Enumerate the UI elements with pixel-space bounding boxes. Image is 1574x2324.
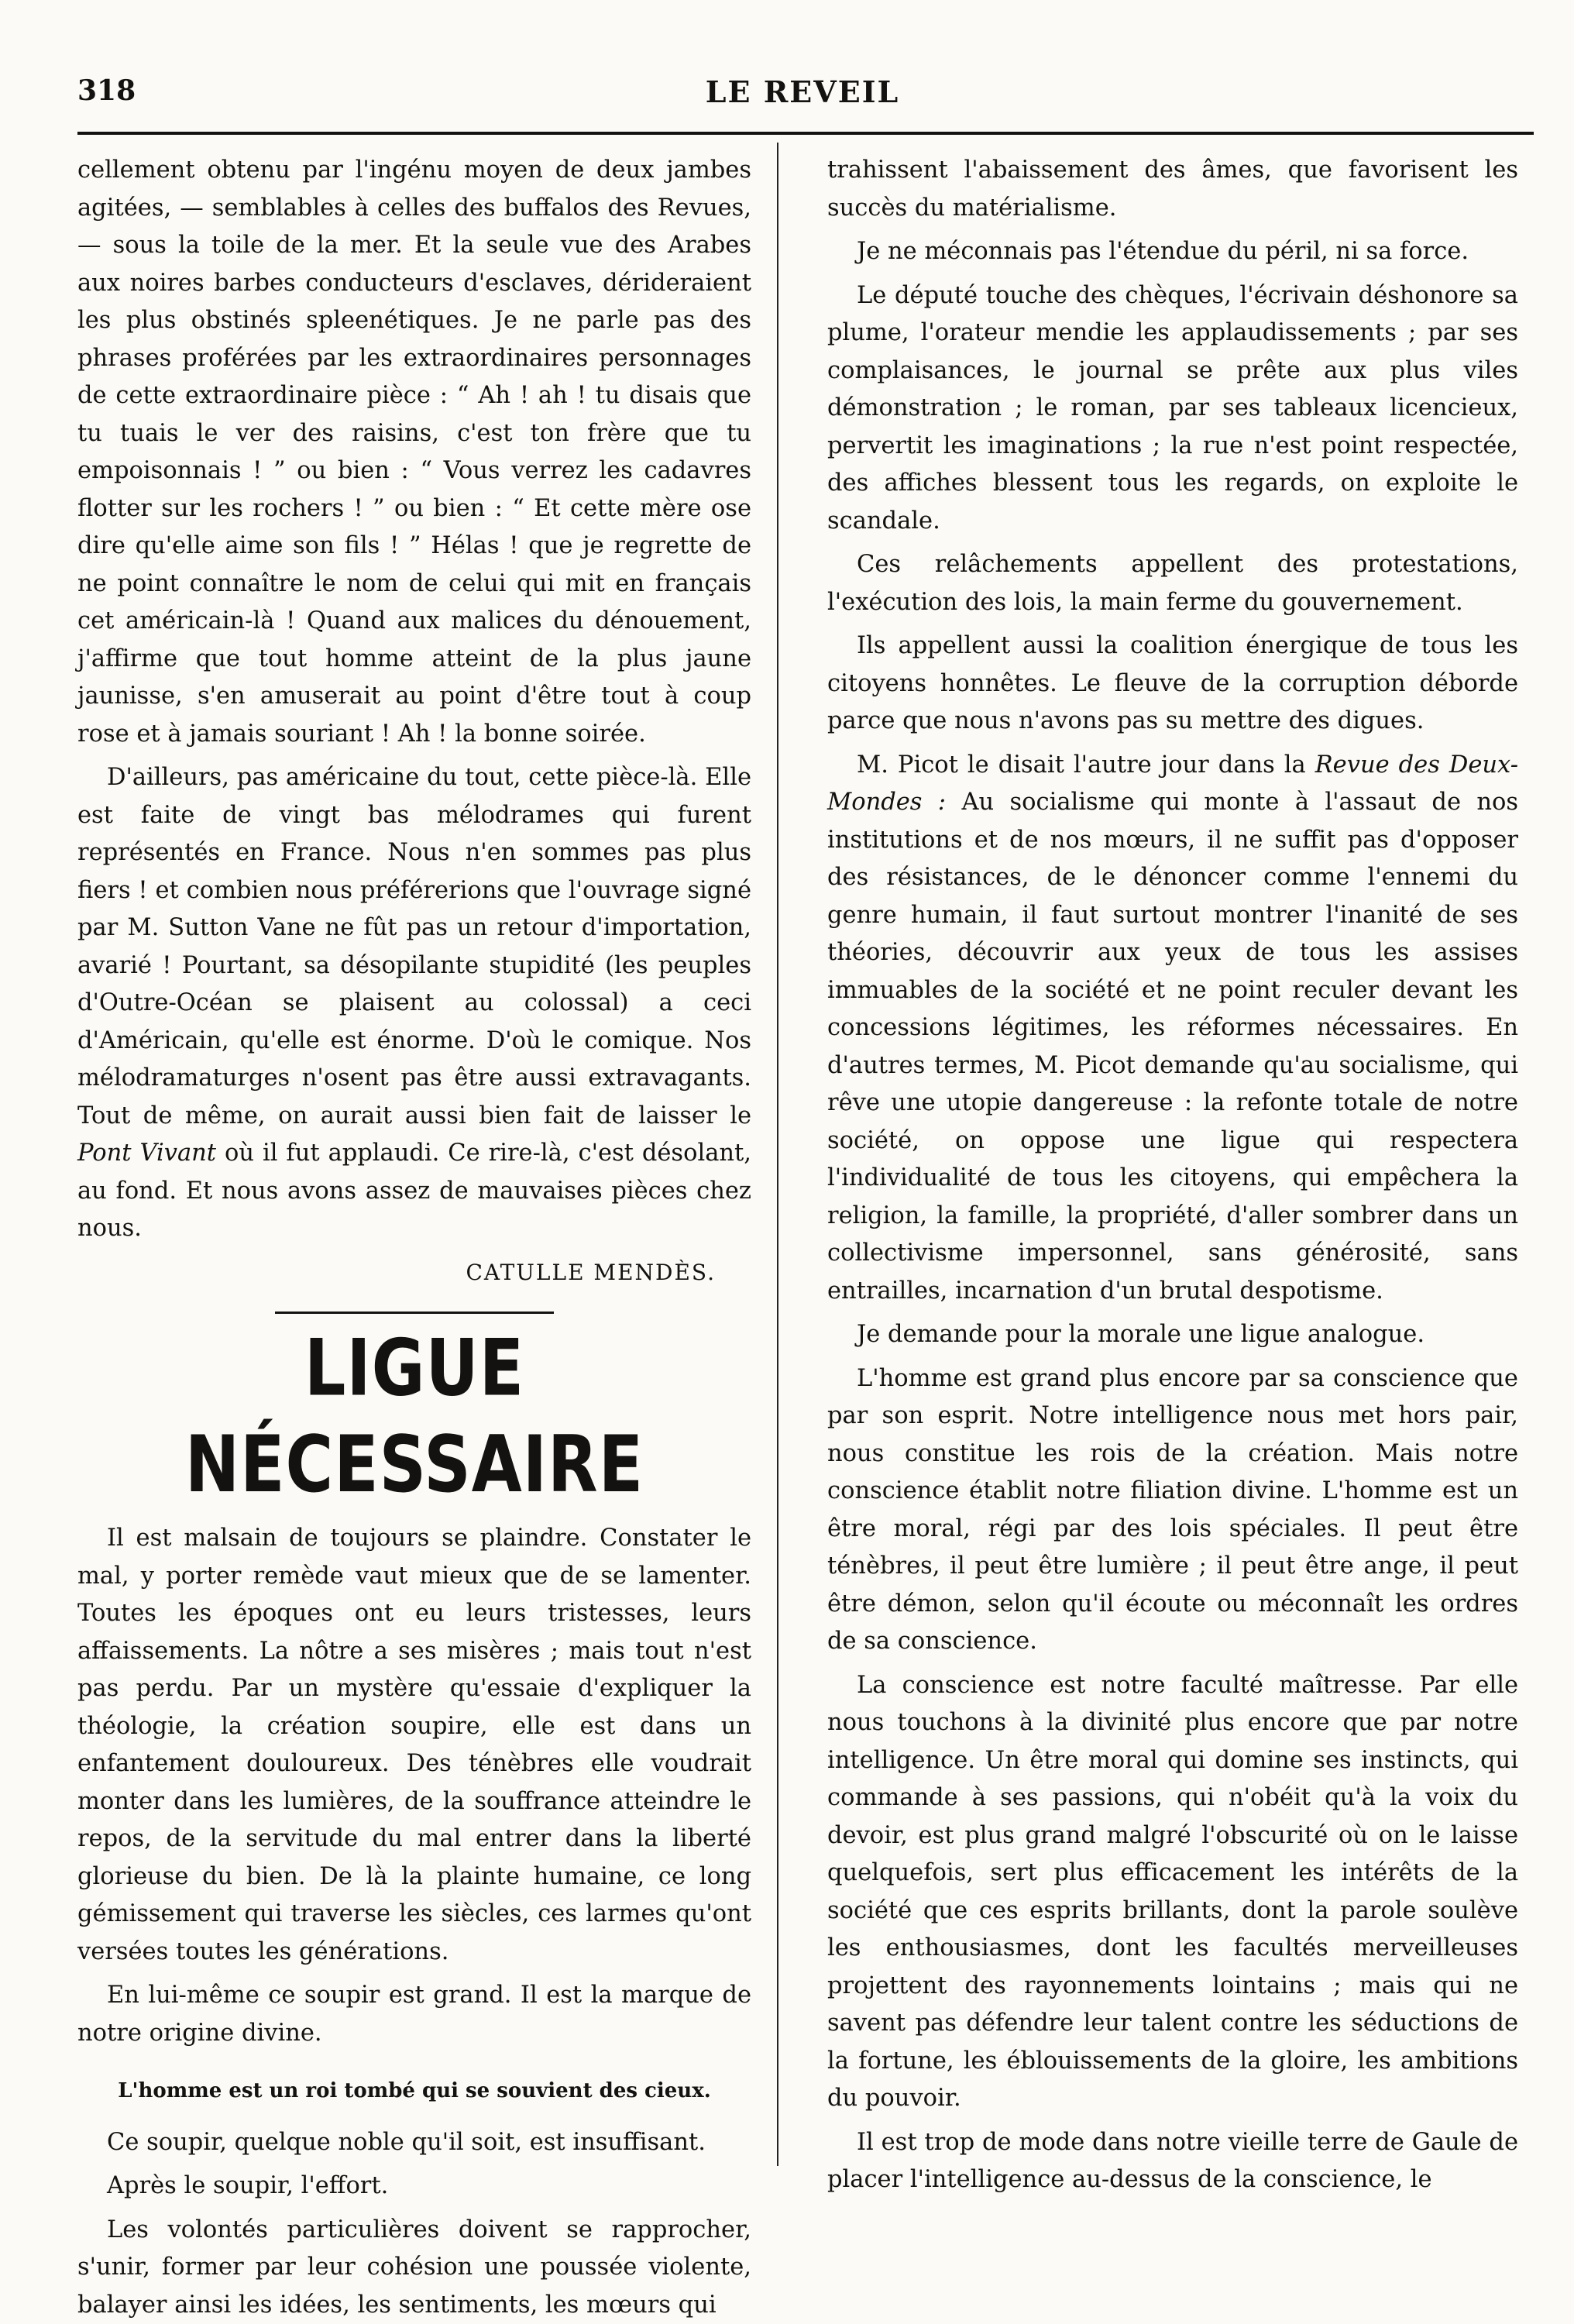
paragraph: Je demande pour la morale une ligue analogue. <box>827 1316 1518 1354</box>
paragraph: cellement obtenu par l'ingénu moyen de deux jambes agitées, — semblables à celles des buffalos des Revues, — sous la toile de la mer. Et la seule vue des Arabes aux noires barbes conducteurs d'esclaves, dérideraient les plus obstinés spleenétiques. Je ne parle pas des phrases proférées par les extraordinaires personnages de cette extraordinaire pièce : “ Ah ! ah ! tu disais que tu tuais le ver des raisins, c'est ton frère que tu empoisonnais ! ” ou bien : “ Vous verrez les cadavres flotter sur les rochers ! ” ou bien : “ Et cette mère ose dire qu'elle aime son fils ! ” Hélas ! que je regrette de ne point connaître le nom de celui qui mit en français cet américain-là ! Quand aux malices du dénouement, j'affirme que tout homme atteint de la plus jaune jaunisse, s'en amuserait au point d'être tout à coup rose et à jamais souriant ! Ah ! la bonne soirée. <box>77 152 751 753</box>
paragraph: Il est malsain de toujours se plaindre. Constater le mal, y porter remède vaut mieux que de se lamenter. Toutes les époques ont eu leurs tristesses, leurs affaissements. La nôtre a ses misères ; mais tout n'est pas perdu. Par un mystère qu'essaie d'expliquer la théologie, la création soupire, elle est dans un enfantement douloureux. Des ténèbres elle voudrait monter dans les lumières, de la souffrance atteindre le repos, de la servitude du mal entrer dans la liberté glorieuse du bien. De là la plainte humaine, ce long gémissement qui traverse les siècles, ces larmes qu'ont versées toutes les générations. <box>77 1520 751 1971</box>
left-column <box>77 152 751 2166</box>
paragraph: En lui-même ce soupir est grand. Il est la marque de notre origine divine. <box>77 1977 751 2052</box>
author-signature: CATULLE MENDÈS. <box>77 1254 716 1292</box>
right-column <box>827 152 1518 2166</box>
paragraph: Je ne méconnais pas l'étendue du péril, ni sa force. <box>827 233 1518 271</box>
page-header <box>77 74 1528 121</box>
article-title: LIGUE NÉCESSAIRE <box>77 1319 751 1513</box>
header-rule <box>77 132 1534 135</box>
text: Au socialisme qui monte à l'assaut de nos institutions et de nos mœurs, il ne suffit pas d'opposer des résistances, de le dénoncer comme l'ennemi du genre humain, il faut surtout montrer l'inanité de ses théories, découvrir aux yeux de tous les assises immuables de la société et ne point reculer devant les concessions légitimes, les réformes nécessaires. En d'autres termes, M. Picot demande qu'au socialisme, qui rêve une utopie dangereuse : la refonte totale de notre société, on oppose une ligue qui respectera l'individualité de tous les citoyens, qui empêchera la religion, la famille, la propriété, d'aller sombrer dans un collectivisme impersonnel, sans générosité, sans entrailles, incarnation d'un brutal despotisme. <box>827 789 1518 1305</box>
text: M. Picot le disait l'autre jour dans la <box>857 751 1306 779</box>
running-title: LE REVEIL <box>77 74 1528 109</box>
paragraph: trahissent l'abaissement des âmes, que favorisent les succès du matérialisme. <box>827 152 1518 227</box>
quotation: L'homme est un roi tombé qui se souvient des cieux. <box>77 2072 751 2110</box>
page-number: 318 <box>77 74 136 107</box>
italic-title: Pont Vivant <box>77 1140 216 1167</box>
paragraph: L'homme est grand plus encore par sa conscience que par son esprit. Notre intelligence nous met hors pair, nous constitue les rois de la création. Mais notre conscience établit notre filiation divine. L'homme est un être moral, régi par des lois spéciales. Il peut être ténèbres, il peut être lumière ; il peut être ange, il peut être démon, selon qu'il écoute ou méconnaît les ordres de sa conscience. <box>827 1360 1518 1661</box>
paragraph: Ils appellent aussi la coalition énergique de tous les citoyens honnêtes. Le fleuve de la corruption déborde parce que nous n'avons pas su mettre des digues. <box>827 627 1518 741</box>
text: où il fut applaudi. Ce rire-là, c'est désolant, au fond. Et nous avons assez de mauvaises pièces chez nous. <box>77 1140 751 1242</box>
paragraph: Les volontés particulières doivent se rapprocher, s'unir, former par leur cohésion une poussée violente, balayer ainsi les idées, les sentiments, les mœurs qui <box>77 2212 751 2324</box>
paragraph: Ce soupir, quelque noble qu'il soit, est insuffisant. <box>77 2124 751 2162</box>
paragraph <box>827 747 1518 1311</box>
paragraph: Il est trop de mode dans notre vieille terre de Gaule de placer l'intelligence au-dessus de la conscience, le <box>827 2124 1518 2199</box>
text: D'ailleurs, pas américaine du tout, cette pièce-là. Elle est faite de vingt bas mélodrames qui furent représentés en France. Nous n'en sommes pas plus fiers ! et combien nous préférerions que l'ouvrage signé par M. Sutton Vane ne fût pas un retour d'importation, avarié ! Pourtant, sa désopilante stupidité (les peuples d'Outre-Océan se plaisent au colossal) a ceci d'Américain, qu'elle est énorme. D'où le comique. Nos mélodramaturges n'osent pas être aussi extravagants. Tout de même, on aurait aussi bien fait de laisser le <box>77 764 751 1129</box>
paragraph: La conscience est notre faculté maîtresse. Par elle nous touchons à la divinité plus encore que par notre intelligence. Un être moral qui domine ses instincts, qui commande à ses passions, qui n'obéit qu'à la voix du devoir, est plus grand malgré l'obscurité où on le laisse quelquefois, sert plus efficacement les intérêts de la société que ces esprits brillants, dont la parole soulève les enthousiasmes, dont les facultés merveilleuses projettent des rayonnements lointains ; mais qui ne savent pas défendre leur talent contre les séductions de la fortune, les éblouissements de la gloire, les ambitions du pouvoir. <box>827 1667 1518 2118</box>
paragraph: Le député touche des chèques, l'écrivain déshonore sa plume, l'orateur mendie les applaudissements ; par ses complaisances, le journal se prête aux plus viles démonstration ; le roman, par ses tableaux licencieux, pervertit les imaginations ; la rue n'est point respectée, des affiches blessent tous les regards, on exploite le scandale. <box>827 277 1518 541</box>
paragraph: Après le soupir, l'effort. <box>77 2168 751 2205</box>
section-rule <box>275 1312 554 1314</box>
paragraph: Ces relâchements appellent des protestations, l'exécution des lois, la main ferme du gouvernement. <box>827 546 1518 621</box>
column-divider <box>777 143 778 2166</box>
paragraph <box>77 759 751 1248</box>
italic-title: Revue des Deux-Mondes : <box>827 751 1518 816</box>
